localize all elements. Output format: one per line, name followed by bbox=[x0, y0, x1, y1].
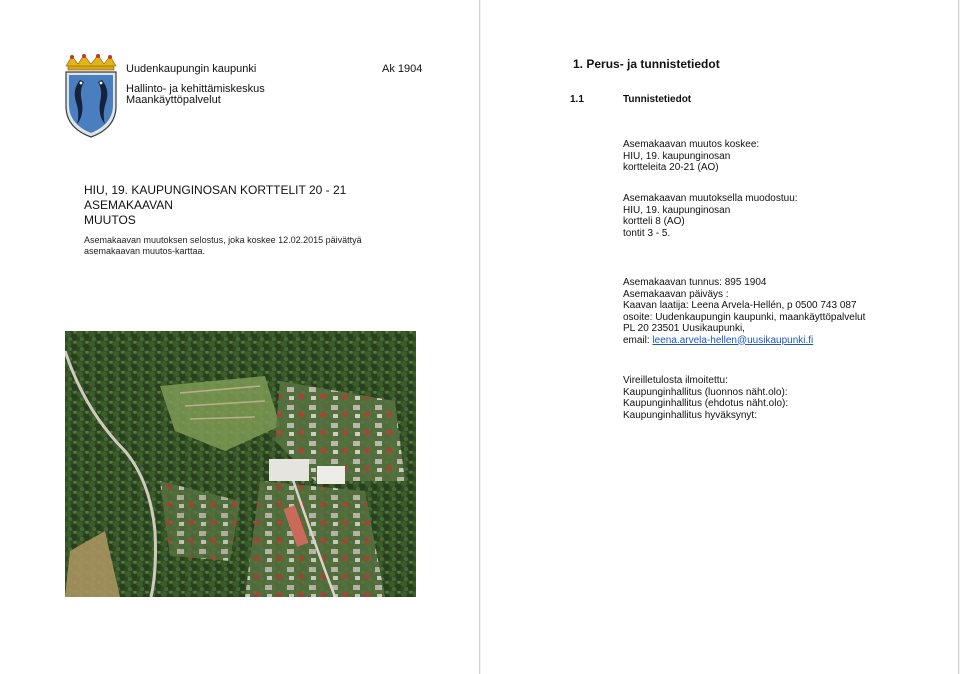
email-link[interactable]: leena.arvela-hellen@uusikaupunki.fi bbox=[652, 334, 814, 346]
document-title bbox=[84, 183, 414, 228]
aerial-photo bbox=[65, 331, 416, 597]
department-line-1: Hallinto- ja kehittämiskeskus bbox=[126, 83, 265, 95]
concerns-line: Asemakaavan muutos koskee: bbox=[623, 139, 760, 150]
process-line: Kaupunginhallitus (luonnos näht.olo): bbox=[623, 386, 788, 398]
title-part-3: MUUTOS bbox=[84, 213, 136, 227]
email-label: email: bbox=[623, 334, 653, 346]
identification-block bbox=[623, 277, 865, 346]
department-line-2: Maankäyttöpalvelut bbox=[126, 94, 221, 106]
concerns-line: kortteleita 20-21 (AO) bbox=[623, 162, 719, 173]
coat-of-arms-icon bbox=[62, 54, 120, 138]
ident-line: Kaavan laatija: Leena Arvela-Hellén, p 0500 743 087 bbox=[623, 300, 857, 311]
ident-line: Asemakaavan tunnus: 895 1904 bbox=[623, 277, 767, 288]
process-line: Kaupunginhallitus hyväksynyt: bbox=[623, 409, 757, 421]
right-page bbox=[481, 0, 959, 674]
ident-line: PL 20 23501 Uusikaupunki, bbox=[623, 323, 745, 334]
organization-name: Uudenkaupungin kaupunki bbox=[126, 63, 257, 75]
forms-line: kortteli 8 (AO) bbox=[623, 216, 685, 227]
forms-block bbox=[623, 193, 798, 239]
subsection-number: 1.1 bbox=[570, 94, 584, 105]
title-part-1: HIU, 19. KAUPUNGINOSAN KORTTELIT 20 - 21 bbox=[84, 183, 347, 197]
document-code: Ak 1904 bbox=[382, 63, 423, 75]
process-line: Vireilletulosta ilmoitettu: bbox=[623, 375, 728, 386]
forms-line: Asemakaavan muutoksella muodostuu: bbox=[623, 193, 798, 204]
ident-line: osoite: Uudenkaupungin kaupunki, maankäyttöpalvelut bbox=[623, 311, 866, 323]
section-title: 1. Perus- ja tunnistetiedot bbox=[573, 57, 720, 71]
concerns-line: HIU, 19. kaupunginosan bbox=[623, 150, 731, 162]
ident-line: Asemakaavan päiväys : bbox=[623, 288, 729, 300]
concerns-block bbox=[623, 139, 759, 174]
forms-line: HIU, 19. kaupunginosan bbox=[623, 204, 731, 216]
forms-line: tontit 3 - 5. bbox=[623, 227, 671, 239]
title-part-2: ASEMAKAAVAN bbox=[84, 198, 173, 212]
process-block bbox=[623, 375, 788, 421]
document-description: Asemakaavan muutoksen selostus, joka koskee 12.02.2015 päivättyä asemakaavan muutos-karttaa. bbox=[84, 235, 362, 256]
email-line bbox=[623, 335, 865, 347]
subsection-title: Tunnistetiedot bbox=[623, 94, 692, 105]
process-line: Kaupunginhallitus (ehdotus näht.olo): bbox=[623, 398, 789, 409]
